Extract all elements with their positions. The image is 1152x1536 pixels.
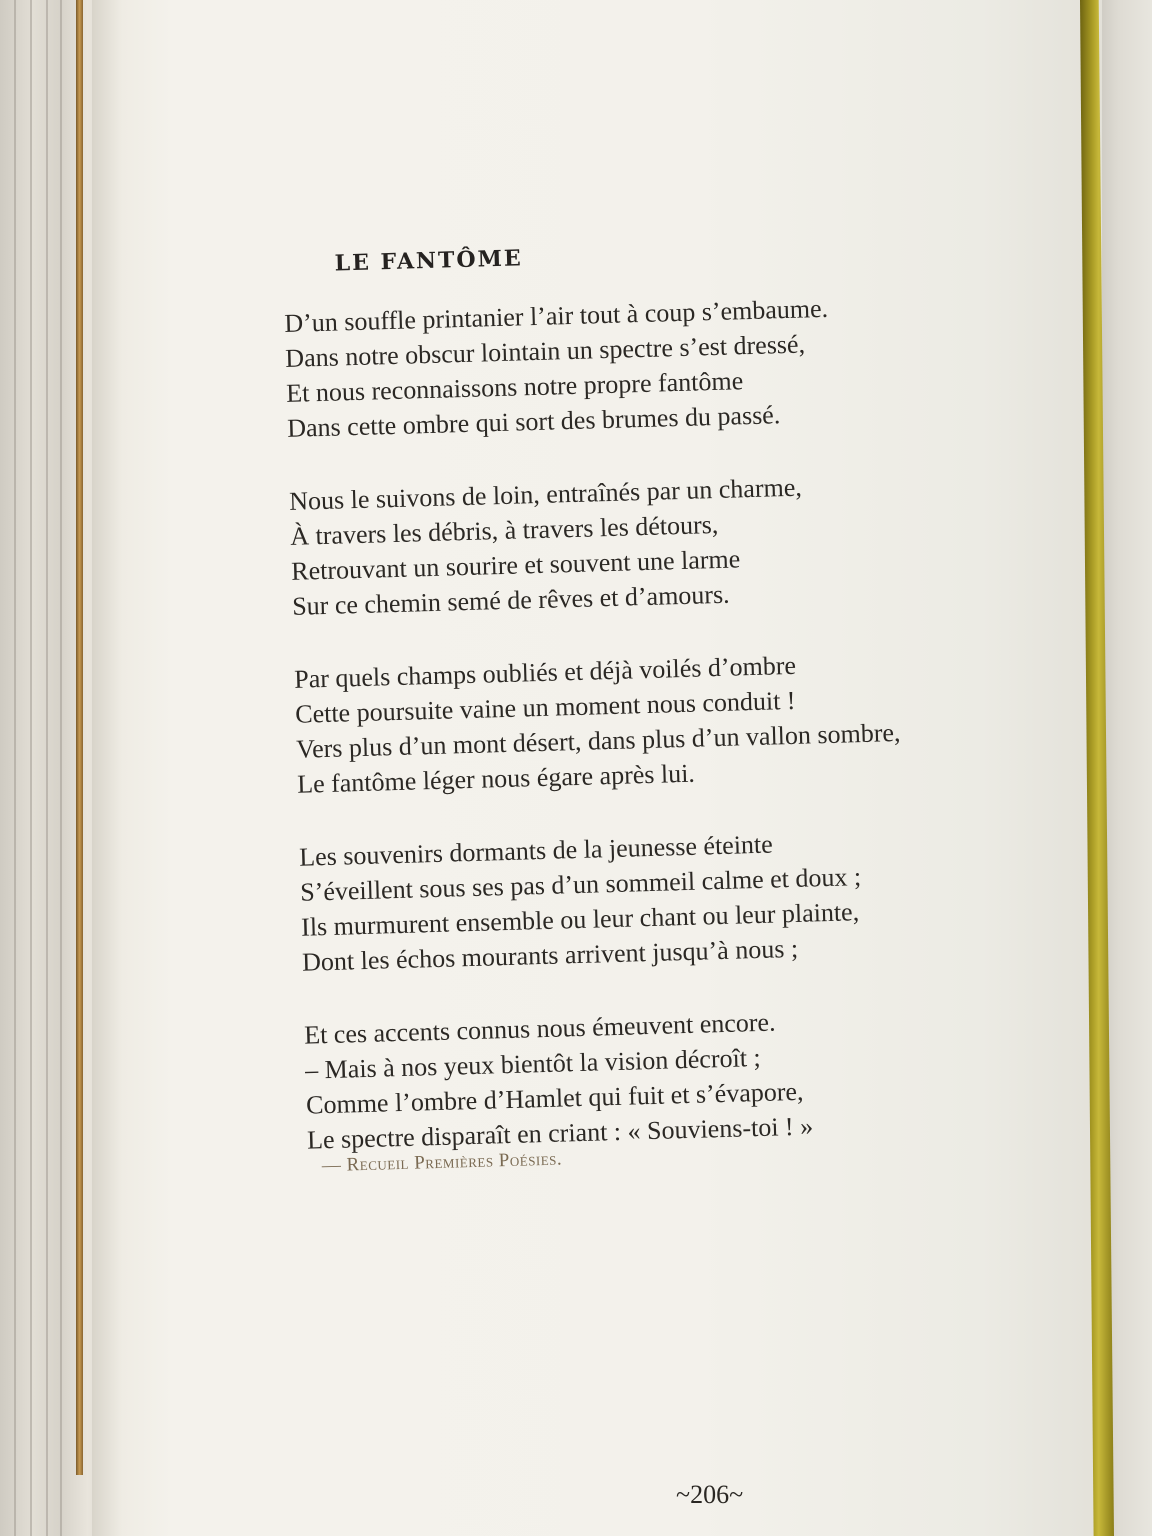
poem-line: Dont les échos mourants arrivent jusqu’à nous ; [301, 933, 799, 977]
poem-line: Retrouvant un sourire et souvent une larme [290, 544, 741, 586]
poem-line: Nous le suivons de loin, entraînés par un charme, [288, 472, 803, 516]
poem-line: Et ces accents connus nous émeuvent encore. [303, 1007, 776, 1050]
stanza-1 [284, 286, 1008, 446]
poem-line: – Mais à nos yeux bientôt la vision décroît ; [304, 1042, 762, 1085]
stanza-4 [299, 820, 1023, 980]
poem-line: Les souvenirs dormants de la jeunesse éteinte [298, 829, 774, 872]
poem-line: Vers plus d’un mont désert, dans plus d’un vallon sombre, [295, 717, 901, 764]
poem-line: Dans notre obscur lointain un spectre s’est dressé, [284, 329, 806, 373]
poem-line: Comme l’ombre d’Hamlet qui fuit et s’évapore, [305, 1076, 804, 1120]
source-attribution: — Recueil Premières Poésies. [321, 1148, 563, 1177]
poem-line: Le fantôme léger nous égare après lui. [296, 758, 696, 799]
poem-line: Sur ce chemin semé de rêves et d’amours. [291, 579, 730, 621]
poem-line: Et nous reconnaissons notre propre fantôme [285, 366, 744, 408]
stanza-2 [289, 464, 1013, 624]
gilt-page-edge [76, 0, 83, 1475]
poem-line: À travers les débris, à travers les détours, [289, 509, 719, 551]
poem-line: Le spectre disparaît en criant : « Souviens-toi ! » [306, 1111, 814, 1155]
stanza-5 [304, 998, 1028, 1158]
poem-line: D’un souffle printanier l’air tout à coup s’embaume. [283, 293, 829, 338]
poem-line: Ils murmurent ensemble ou leur chant ou leur plainte, [300, 897, 860, 942]
page-number: ~206~ [676, 1480, 744, 1509]
stanza-3 [294, 642, 1018, 802]
poem-line: Cette poursuite vaine un moment nous conduit ! [294, 685, 796, 729]
poem-title: LE FANTÔME [334, 245, 524, 277]
poem-line: S’éveillent sous ses pas d’un sommeil calme et doux ; [299, 862, 862, 907]
poem-line: Par quels champs oubliés et déjà voilés d’ombre [293, 650, 797, 694]
poem-line: Dans cette ombre qui sort des brumes du passé. [286, 400, 781, 443]
